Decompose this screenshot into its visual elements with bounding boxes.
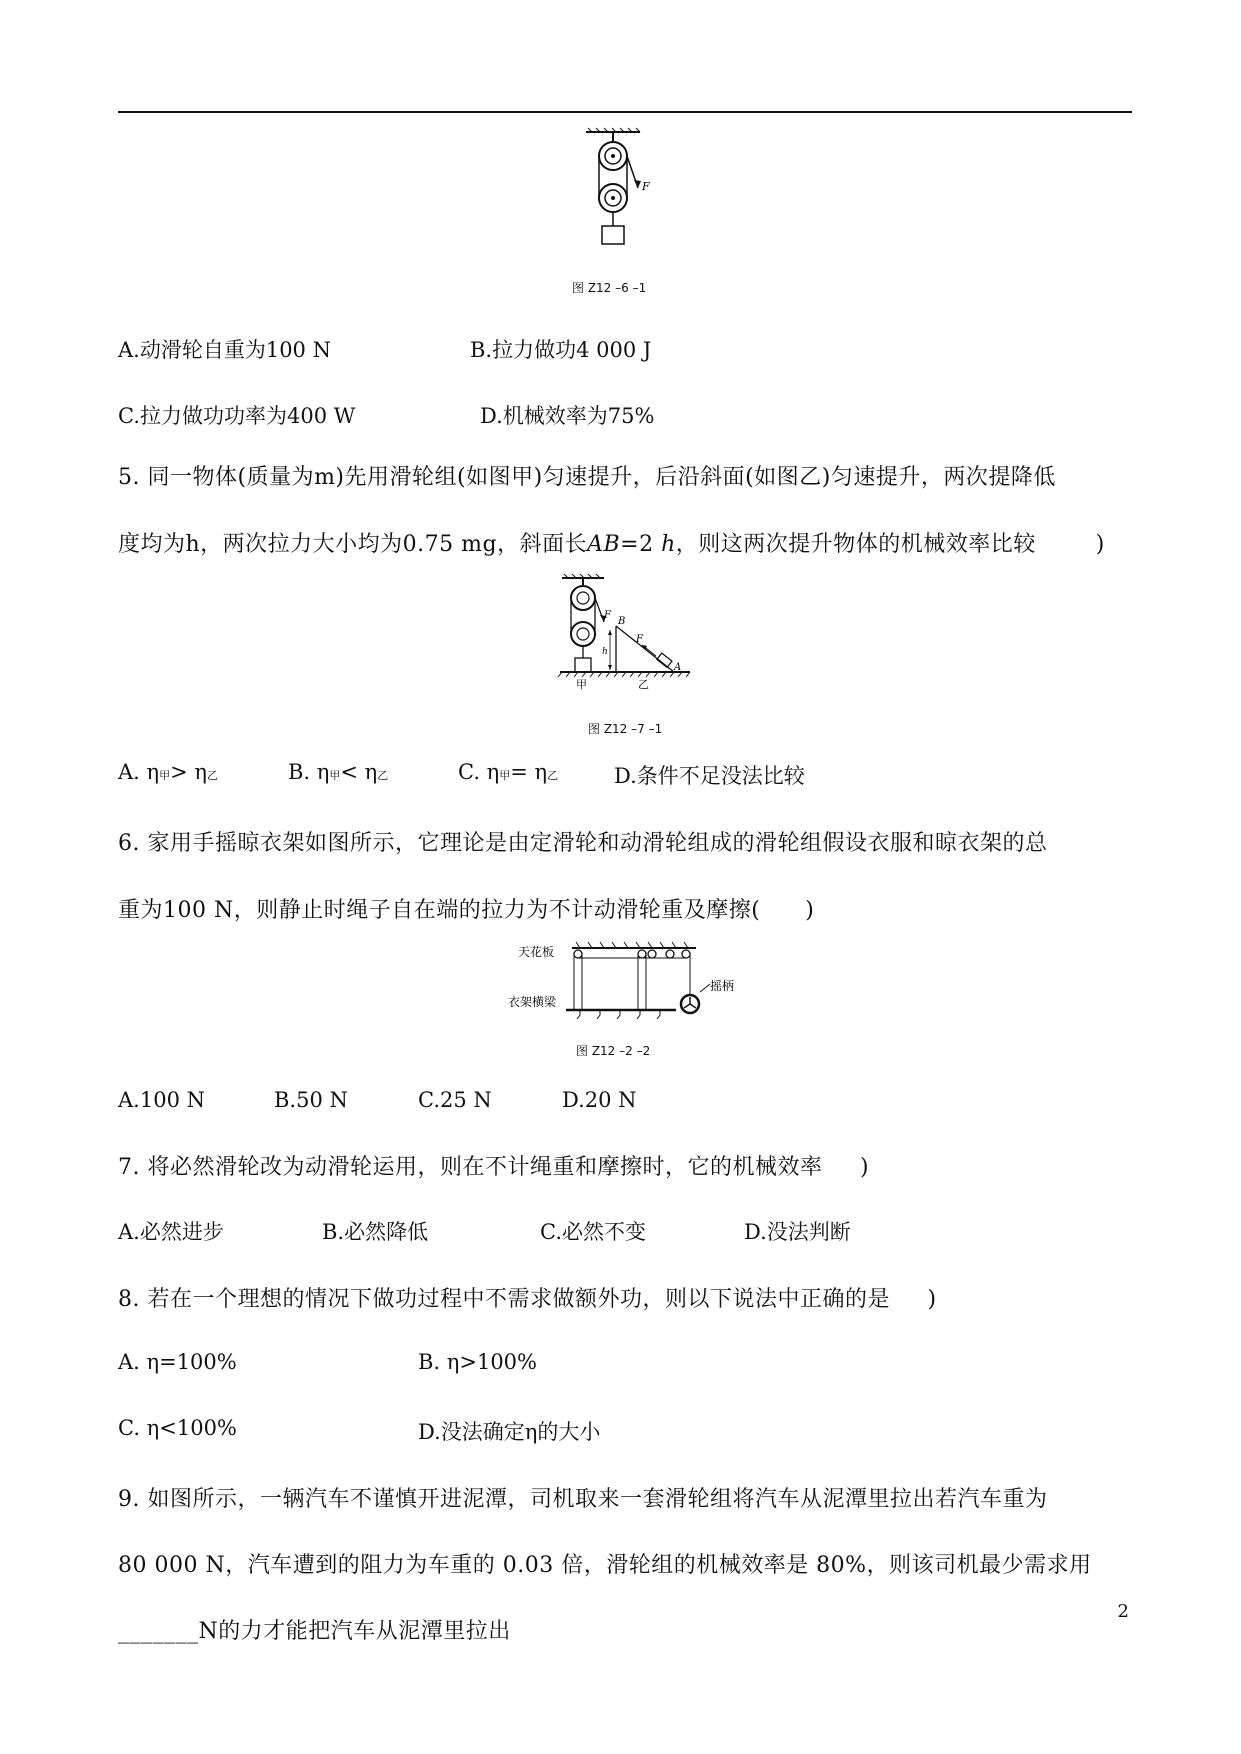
q6-line-1: 6. 家用手摇晾衣架如图所示，它理论是由定滑轮和动滑轮组成的滑轮组假设衣服和晾衣架的总 xyxy=(118,831,1048,856)
q7-line-1: 7. 将必然滑轮改为动滑轮运用，则在不计绳重和摩擦时，它的机械效率 ) xyxy=(118,1155,870,1180)
q8-option-d: D.没法确定η的大小 xyxy=(418,1420,601,1444)
q5-option-b: B. η甲< η乙 xyxy=(288,760,389,784)
q6-option-c: C.25 N xyxy=(418,1088,492,1112)
q5-option-a: A. η甲> η乙 xyxy=(118,760,218,784)
beam-label: 衣架横梁 xyxy=(508,995,557,1009)
q5-option-c: C. η甲= η乙 xyxy=(458,760,559,784)
q6-option-b: B.50 N xyxy=(274,1088,348,1112)
q7-option-c: C.必然不变 xyxy=(540,1220,646,1244)
q9-line-1: 9. 如图所示，一辆汽车不谨慎开进泥潭，司机取来一套滑轮组将汽车从泥潭里拉出若汽车重为 xyxy=(118,1487,1048,1512)
q7-option-a: A.必然进步 xyxy=(118,1220,224,1244)
ceiling-label: 天花板 xyxy=(518,945,555,959)
point-b-label: B xyxy=(618,616,626,627)
q8-line-1: 8. 若在一个理想的情况下做功过程中不需求做额外功，则以下说法中正确的是 ) xyxy=(118,1287,937,1312)
q6-line-2: 重为100 N，则静止时绳子自在端的拉力为不计动滑轮重及摩擦( ) xyxy=(118,898,815,923)
q8-option-b: B. η>100% xyxy=(418,1350,537,1374)
page-number: 2 xyxy=(1117,1601,1129,1622)
q5-line-1: 5. 同一物体(质量为m)先用滑轮组(如图甲)匀速提升，后沿斜面(如图乙)匀速提升，两次提降低 xyxy=(118,465,1056,490)
q5-line-2: 度均为h，两次拉力大小均为0.75 mg，斜面长AB=2 h，则这两次提升物体的机械效率比较 ) xyxy=(118,532,1105,557)
height-label: h xyxy=(602,647,608,657)
q7-option-d: D.没法判断 xyxy=(744,1220,851,1244)
figure-1-caption: 图 Z12 –6 –1 xyxy=(572,281,647,295)
figure-2-caption: 图 Z12 –7 –1 xyxy=(588,722,663,736)
header-rule xyxy=(118,111,1132,113)
clothes-rack-figure xyxy=(508,942,748,1032)
pulley-figure-1 xyxy=(580,128,680,268)
figure-3-caption: 图 Z12 –2 –2 xyxy=(576,1044,651,1058)
q4-option-b: B.拉力做功4 000 J xyxy=(470,338,652,362)
figure-jia-label: 甲 xyxy=(576,678,587,691)
q4-option-d: D.机械效率为75% xyxy=(480,404,655,428)
q4-option-c: C.拉力做功功率为400 W xyxy=(118,404,356,428)
q6-option-d: D.20 N xyxy=(562,1088,637,1112)
force-label-1: F xyxy=(604,610,611,621)
force-label-2: F xyxy=(636,634,643,645)
q4-option-a: A.动滑轮自重为100 N xyxy=(118,338,331,362)
q9-line-2: 80 000 N，汽车遭到的阻力为车重的 0.03 倍，滑轮组的机械效率是 80%，则该司机最少需求用 xyxy=(118,1553,1092,1578)
q9-line-3: _______N的力才能把汽车从泥潭里拉出 xyxy=(118,1619,511,1644)
q6-option-a: A.100 N xyxy=(118,1088,205,1112)
q8-option-c: C. η<100% xyxy=(118,1416,237,1440)
figure-yi-label: 乙 xyxy=(638,678,649,691)
pulley-incline-figure xyxy=(558,574,698,706)
point-a-label: A xyxy=(674,662,682,673)
q5-option-d: D.条件不足没法比较 xyxy=(614,764,805,788)
q7-option-b: B.必然降低 xyxy=(322,1220,429,1244)
q8-option-a: A. η=100% xyxy=(118,1350,237,1374)
force-label: F xyxy=(642,180,650,193)
handle-label: 摇柄 xyxy=(710,979,735,993)
